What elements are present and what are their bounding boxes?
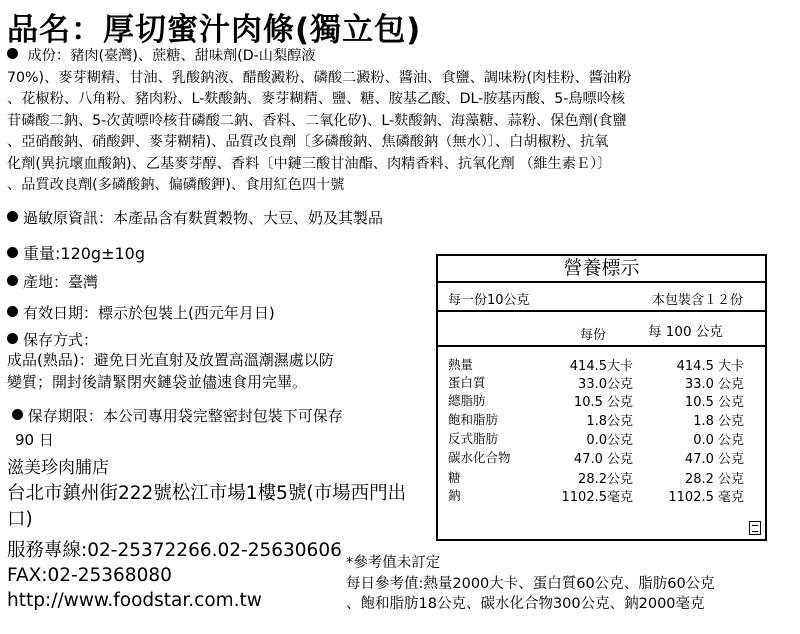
nutrition-row (448, 429, 758, 447)
storage-line: 變質；開封後請緊閉夾鏈袋並儘速食用完畢。 (7, 373, 308, 391)
weight-text: 重量:120g±10g (23, 244, 146, 263)
nutrient-label: 碳水化合物 (448, 450, 511, 465)
per-serving-value: 47.0 公克 (573, 452, 633, 467)
reference-line: 、飽和脂肪18公克、碳水化合物300公克、鈉2000毫克 (346, 596, 705, 612)
product-title: 品名：厚切蜜汁肉條(獨立包) (7, 12, 422, 48)
nutrient-label: 反式脂肪 (448, 431, 499, 446)
storage-method (7, 349, 334, 393)
divider (438, 345, 765, 347)
per-serving-value: 1.8公克 (586, 414, 633, 429)
company-address: 台北市鎮州街222號松江市場1樓5號(市場西門出 (7, 483, 407, 504)
divider (438, 310, 765, 312)
bullet-icon (7, 247, 18, 258)
shelf-life (7, 404, 343, 452)
storage-heading (7, 329, 98, 350)
per-100g-value: 0.0 公克 (693, 433, 744, 448)
nutrient-label: 糖 (448, 470, 461, 485)
per-serving-value: 10.5 公克 (573, 395, 633, 410)
per-serving-value: 0.0公克 (586, 433, 633, 448)
company-address: 口) (7, 509, 33, 530)
ingredients-line: 成份：豬肉(臺灣)、蔗糖、甜味劑(D-山梨醇液 (27, 48, 316, 64)
ingredients-line: 苷磷酸二鈉、5-次黃嘌呤核苷磷酸二鈉、香料、二氧化矽)、L-麩酸鈉、海藻糖、蒜粉、保色劑(食鹽 (7, 112, 627, 129)
daily-reference (346, 553, 715, 615)
origin-info (7, 271, 98, 292)
website-url: http://www.foodstar.com.tw (7, 590, 262, 611)
ingredients-line: 化劑(異抗壞血酸鈉)、乙基麥芽醇、香料〔中鏈三酸甘油酯、肉精香料、抗氧化劑 （維生素Ｅ）〕 (7, 155, 612, 172)
bullet-icon (7, 333, 18, 344)
per-100g-value: 1102.5 毫克 (668, 490, 744, 505)
weight-info (7, 241, 145, 264)
serving-size: 每一份10公克 (448, 293, 530, 308)
bullet-icon (7, 306, 18, 317)
reference-line: 每日參考值:熱量2000大卡、蛋白質60公克、脂肪60公克 (346, 575, 715, 592)
nutrient-label: 蛋白質 (448, 375, 486, 390)
company-info (7, 455, 406, 533)
servings-per-package: 本包裝含１２份 (651, 293, 743, 308)
per-100g-value: 1.8 公克 (693, 414, 744, 429)
nutrient-label: 總脂肪 (448, 393, 486, 408)
bullet-icon (12, 409, 23, 420)
bullet-icon (7, 48, 18, 59)
column-header-per-100g: 每 100 公克 (648, 324, 723, 340)
contact-info (7, 538, 342, 613)
ingredients-line: 、品質改良劑(多磷酸鈉、偏磷酸鉀)、食用紅色四十號 (7, 177, 345, 193)
nutrition-row (448, 410, 758, 428)
nutrient-label: 飽和脂肪 (448, 412, 499, 427)
service-phone: 服務專線:02-25372266.02-25630606 (7, 540, 342, 561)
per-100g-value: 47.0 公克 (684, 452, 744, 467)
shelf-line: 保存期限：本公司專用袋完整密封包裝下可保存 (27, 407, 343, 425)
per-100g-value: 28.2 公克 (684, 472, 744, 487)
ingredients-block (7, 46, 787, 197)
bullet-icon (7, 275, 18, 286)
company-name: 滋美珍肉脯店 (7, 458, 109, 478)
per-100g-value: 10.5 公克 (684, 395, 744, 410)
nutrition-row (448, 391, 758, 409)
per-serving-value: 414.5大卡 (569, 359, 633, 374)
nutrition-row (448, 448, 758, 466)
nutrient-label: 鈉 (448, 488, 461, 503)
expiry-info (7, 302, 275, 323)
reference-note: *參考值未訂定 (346, 555, 441, 571)
per-100g-value: 33.0 公克 (684, 377, 744, 392)
fax-number: FAX:02-25368080 (7, 565, 172, 586)
per-serving-value: 33.0公克 (578, 377, 633, 392)
origin-text: 產地：臺灣 (23, 273, 99, 291)
allergen-text: 過敏原資訊：本產品含有麩質穀物、大豆、奶及其製品 (23, 209, 384, 227)
expiry-text: 有效日期：標示於包裝上(西元年月日) (23, 304, 275, 322)
nutrition-row (448, 373, 758, 391)
per-serving-value: 28.2公克 (578, 472, 633, 487)
ingredients-line: 70%)、麥芽糊精、甘油、乳酸鈉液、醋酸澱粉、磷酸二澱粉、醬油、食鹽、調味粉(肉桂粉、醬油粉 (7, 69, 632, 86)
storage-line: 成品(熟品)：避免日光直射及放置高溫潮濕處以防 (7, 351, 334, 369)
document-icon (749, 521, 761, 535)
column-header-per-serving: 每份 (580, 328, 607, 343)
bullet-icon (7, 211, 18, 222)
nutrition-row (448, 468, 758, 486)
per-100g-value: 414.5 大卡 (676, 359, 744, 374)
nutrition-table (436, 254, 767, 541)
per-serving-value: 1102.5毫克 (561, 490, 633, 505)
nutrition-row (448, 486, 758, 504)
nutrition-title: 營養標示 (438, 256, 765, 283)
storage-heading-text: 保存方式： (23, 331, 99, 349)
ingredients-line: 、亞硝酸鈉、硝酸鉀、麥芽糊精)、品質改良劑〔多磷酸鈉、焦磷酸鈉（無水）〕、白胡椒粉、抗氧 (7, 134, 609, 150)
ingredients-line: 、花椒粉、八角粉、豬肉粉、L-麩酸鈉、麥芽糊精、鹽、糖、胺基乙酸、DL-胺基丙酸、5-鳥嘌呤核 (7, 91, 626, 107)
nutrient-label: 熱量 (448, 357, 474, 372)
nutrition-row (448, 355, 758, 373)
allergen-info (7, 207, 383, 228)
shelf-line: 90 日 (15, 431, 54, 449)
